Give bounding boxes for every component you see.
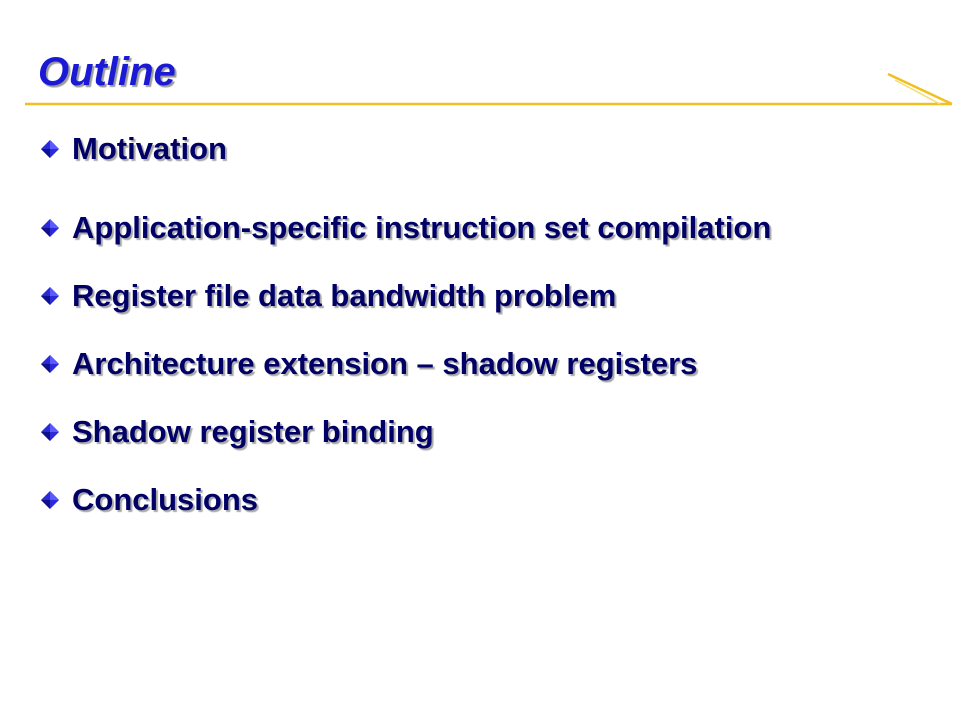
bullet-item — [40, 126, 771, 172]
bullet-text-motivation: Motivation — [72, 131, 227, 166]
bullet-text-asip-compilation: Application-specific instruction set compilation — [72, 210, 772, 245]
bullet-item — [40, 194, 771, 262]
diamond-bullet-icon — [40, 422, 60, 442]
bullet-item — [40, 398, 771, 466]
bullet-text-conclusions: Conclusions — [72, 482, 259, 517]
bullet-item — [40, 330, 771, 398]
slide-title: Outline — [38, 50, 176, 94]
bullet-item — [40, 466, 771, 534]
diamond-bullet-icon — [40, 139, 60, 159]
bullet-list — [40, 126, 771, 534]
bullet-text-register-bandwidth: Register file data bandwidth problem — [72, 278, 617, 313]
diamond-bullet-icon — [40, 354, 60, 374]
bullet-text-architecture-extension: Architecture extension – shadow registers — [72, 346, 698, 381]
diamond-bullet-icon — [40, 218, 60, 238]
bullet-text-shadow-binding: Shadow register binding — [72, 414, 434, 449]
diamond-bullet-icon — [40, 490, 60, 510]
diamond-bullet-icon — [40, 286, 60, 306]
bullet-item — [40, 262, 771, 330]
